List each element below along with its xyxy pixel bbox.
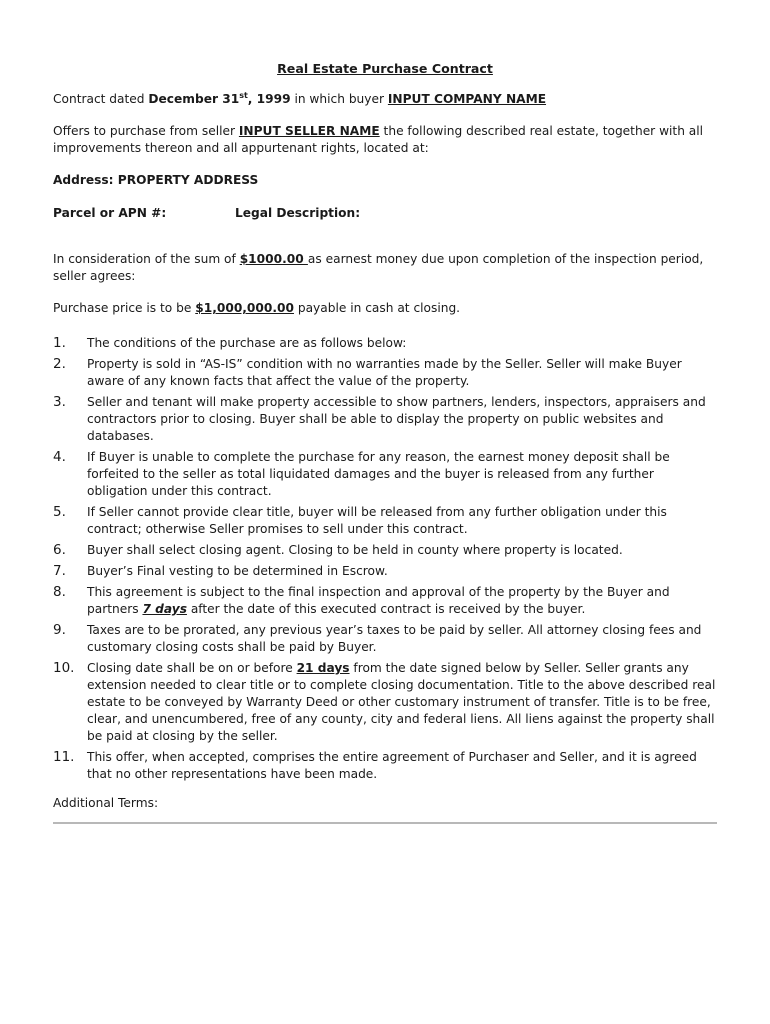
list-item xyxy=(53,660,717,745)
item-text xyxy=(87,660,717,745)
item-text: Buyer shall select closing agent. Closing to be held in county where property is located. xyxy=(87,543,623,557)
property-address: Address: PROPERTY ADDRESS xyxy=(53,173,259,187)
contract-date xyxy=(148,92,290,106)
list-item xyxy=(53,622,717,656)
purchase-price-amount: $1,000,000.00 xyxy=(195,301,294,315)
contract-dated-line xyxy=(53,91,717,108)
legal-description-label: Legal Description: xyxy=(235,206,361,220)
purchase-price-paragraph xyxy=(53,300,717,317)
item-text: Taxes are to be prorated, any previous year’s taxes to be paid by seller. All attorney closing fees and customary closing costs shall be paid by Buyer. xyxy=(87,623,702,654)
offer-suffix: the following described real estate, together with all improvements thereon and all appurtenant rights, located at: xyxy=(53,124,704,155)
item-number: 3. xyxy=(53,394,66,410)
item-number: 4. xyxy=(53,449,66,465)
list-item xyxy=(53,394,717,445)
list-item xyxy=(53,356,717,390)
item-text: The conditions of the purchase are as follows below: xyxy=(87,336,407,350)
list-item xyxy=(53,504,717,538)
seller-name: INPUT SELLER NAME xyxy=(238,124,380,138)
item-text-post: from the date signed below by Seller. Seller grants any extension needed to clear title or to complete closing documentation. Title to the above described real estate to be conveyed by Warranty Deed or other customary instrument of transfer. Title is to be free, clear, and unencumbered, free of any county, city and federal liens. All liens against the property shall be paid at closing by the seller. xyxy=(87,661,716,743)
price-suffix: payable in cash at closing. xyxy=(293,301,461,315)
item-text: If Seller cannot provide clear title, buyer will be released from any further obligation under this contract; otherwise Seller promises to sell under this contract. xyxy=(87,505,667,536)
list-item xyxy=(53,335,717,352)
item-number: 8. xyxy=(53,584,66,600)
inspection-days: 7 days xyxy=(142,602,187,616)
contract-page xyxy=(53,60,717,824)
consideration-prefix: In consideration of the sum of xyxy=(53,252,240,266)
price-prefix: Purchase price is to be xyxy=(53,301,196,315)
list-item xyxy=(53,542,717,559)
buyer-name: INPUT COMPANY NAME xyxy=(387,92,547,106)
item-text xyxy=(87,584,717,618)
item-text-post: after the date of this executed contract is received by the buyer. xyxy=(186,602,586,616)
consideration-suffix: as earnest money due upon completion of the inspection period, seller agrees: xyxy=(53,252,704,283)
item-text-pre: Closing date shall be on or before xyxy=(87,661,297,675)
item-number: 7. xyxy=(53,563,66,579)
closing-days: 21 days xyxy=(296,661,350,675)
item-number: 6. xyxy=(53,542,66,558)
item-number: 10. xyxy=(53,660,75,676)
date-suffix: st xyxy=(239,90,248,100)
item-number: 11. xyxy=(53,749,75,765)
parcel-apn-label: Parcel or APN #: xyxy=(53,206,167,220)
list-item xyxy=(53,584,717,618)
date-day: December 31 xyxy=(148,92,240,106)
conditions-list xyxy=(53,335,717,783)
dated-prefix: Contract dated xyxy=(53,92,149,106)
earnest-money-amount: $1000.00 xyxy=(239,252,308,266)
item-number: 1. xyxy=(53,335,66,351)
item-number: 5. xyxy=(53,504,66,520)
item-text: Buyer’s Final vesting to be determined in Escrow. xyxy=(87,564,388,578)
item-text-pre: This agreement is subject to the final inspection and approval of the property by the Buyer and partners xyxy=(87,585,670,616)
item-text: If Buyer is unable to complete the purchase for any reason, the earnest money deposit shall be forfeited to the seller as total liquidated damages and the buyer is released from any further obligation under this contract. xyxy=(87,450,670,498)
item-number: 2. xyxy=(53,356,66,372)
date-year: , 1999 xyxy=(247,92,291,106)
consideration-paragraph xyxy=(53,251,717,285)
additional-terms-label: Additional Terms: xyxy=(53,796,159,810)
item-text: Property is sold in “AS-IS” condition with no warranties made by the Seller. Seller will make Buyer aware of any known facts that affect the value of the property. xyxy=(87,357,682,388)
additional-terms-line xyxy=(53,822,717,824)
offer-prefix: Offers to purchase from seller xyxy=(53,124,239,138)
parcel-legal-row xyxy=(53,205,717,222)
page-title: Real Estate Purchase Contract xyxy=(277,61,493,76)
item-text: This offer, when accepted, comprises the entire agreement of Purchaser and Seller, and it is agreed that no other representations have been made. xyxy=(87,750,697,781)
offer-paragraph xyxy=(53,123,717,157)
item-text: Seller and tenant will make property accessible to show partners, lenders, inspectors, appraisers and contractors prior to closing. Buyer shall be able to display the property on public websites and databases. xyxy=(87,395,706,443)
list-item xyxy=(53,449,717,500)
list-item xyxy=(53,563,717,580)
list-item xyxy=(53,749,717,783)
dated-middle: in which buyer xyxy=(290,92,388,106)
item-number: 9. xyxy=(53,622,66,638)
